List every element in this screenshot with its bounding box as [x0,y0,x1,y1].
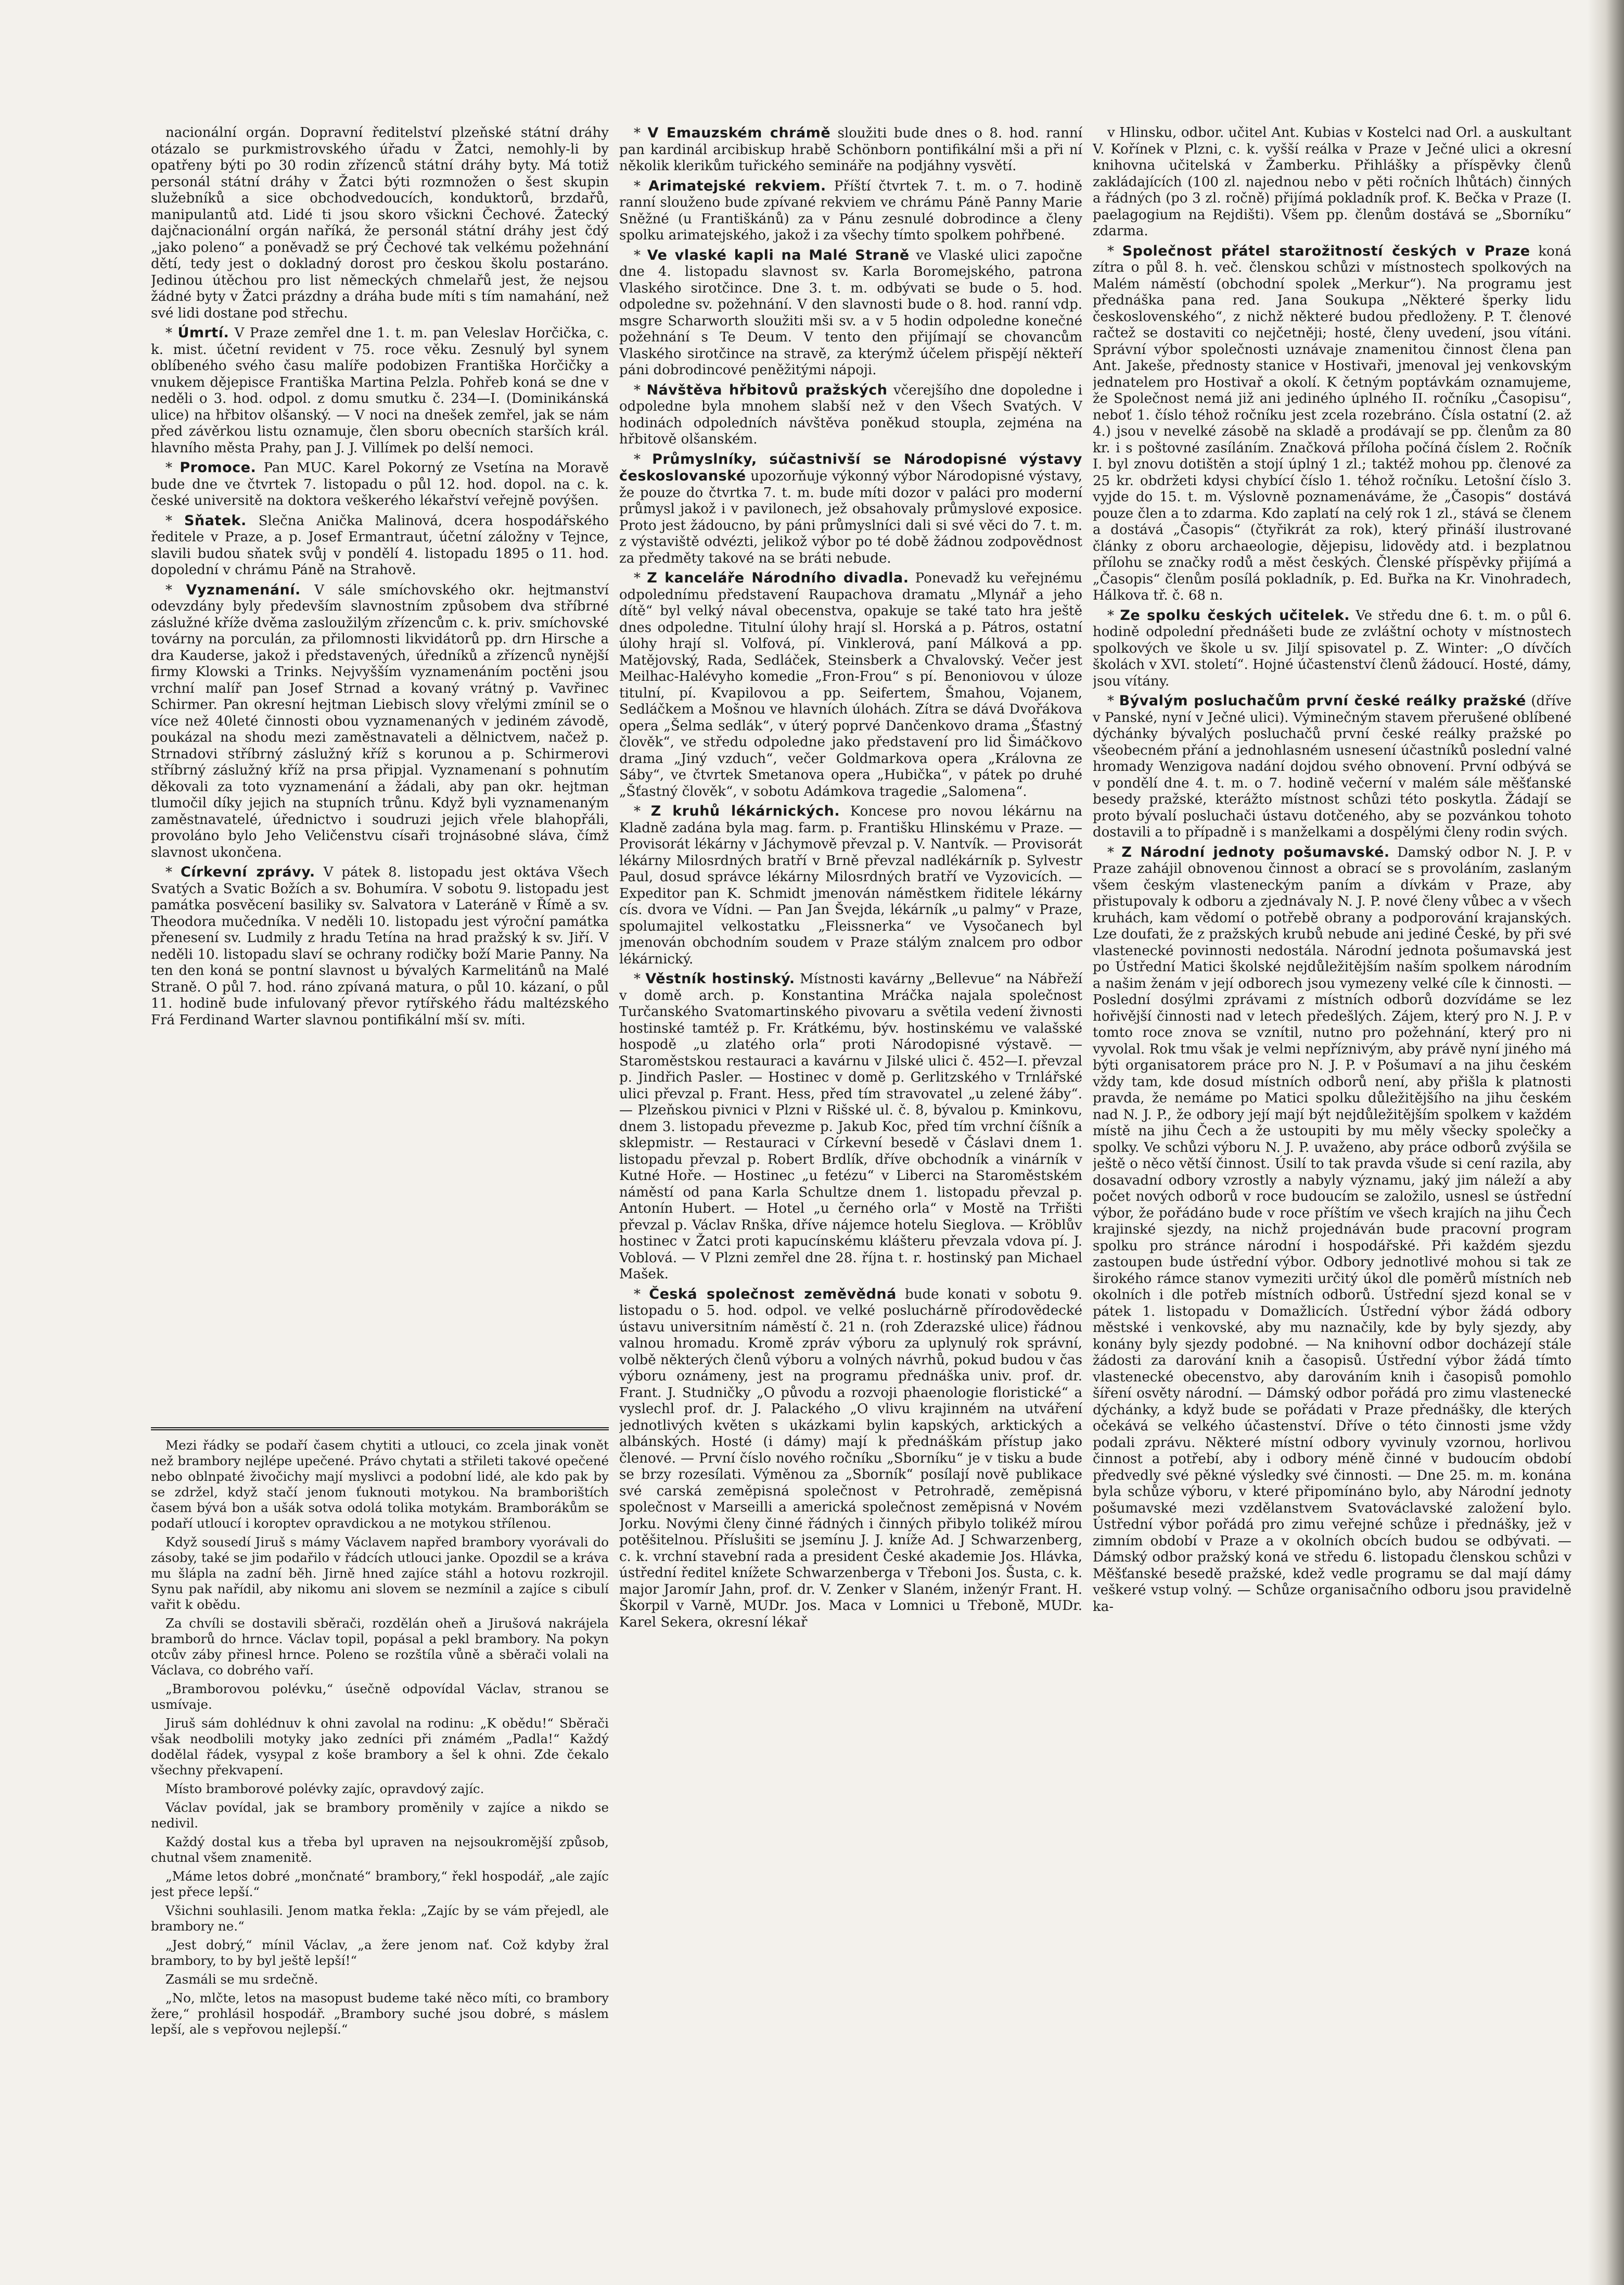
news-item: * Z Národní jednoty pošumavské. Damský odbor N. J. P. v Praze zahájil obnovenou činnost a obrací se s provoláním, zaslaným všem českým vlasteneckým paním a dívkám v Praze, aby přistupovaly k odboru a zjednávaly N. J. P. nové členy vůbec a v všech kruhách, kam vědomí o potřebě obrany a podporování krajanských. Lze doufati, že z pražských krubů nebude ani jediné České, by při své vlastenecké povinnosti nedostála. Národní jednota pošumavská jest po Ústřední Matici školské nejdůležitějším naším spolkem národním a našim ženám v její odborech jsou vymezeny velké cíle k činnosti. — Poslední dosýlmi zprávami z místních odborů dozvídáme se lez hořivější činnosti nad v letech předešlých. Zájem, který pro N. J. P. v tomto roce znova se vznítil, nutno pro požehnání, který pro ni vyvolal. Rok tmu však je velmi nepříznivým, aby právě nyní jiného má býti organisatorem práce pro N. J. P. v Pošumaví a na jihu českém vždy tam, kde dosud místních odborů není, aby přišla k platnosti pravda, že nemáme po Matici spolku důležitějšího na jihu českém nad N. J. P., že odbory její mají být nejdůležitějším spolkem v každém místě na jihu Čech a že ustoupiti by mu měly všecky společky a spolky. Ve schůzi výboru N. J. P. uvaženo, aby práce odborů zvýšila se ještě o něco větší činnost. Úsilí to tak pravda všude si cení razila, aby dosavadní odbory vzrostly a nabyly významu, jaký jim náleží a aby počet nových odborů v roce budoucím se založilo, usnesl se ústřední výbor, že pořádáno bude v roce příštím ve všech krajích na jihu Čech krajinské sjezdy, na nichž projednáván bude pracovní program spolku pro stránce národní i hospodářské. Při každém sjezdu zastoupen bude ústřední výbor. Odbory jednotlivé mohou si tak ze širokého rámce stanov vymeziti určitý úkol dle poměrů místních neb okolních i dle potřeb místních odborů. Ústřední sjezd konal se v pátek 1. listopadu v Domažlicích. Ústřední výbor žádá odbory městské i venkovské, aby mu naznačily, kde by byly sjezdy, aby konány byly sjezdy podobné. — Na knihovní odbor docházejí stále žádosti za darování knih a časopisů. Ústřední výbor žádá tímto vlastenecké obecenstvo, aby darováním knih i časopisů pomohlo šíření osvěty národní. — Dámský odbor pořádá pro zimu vlastenecké dýchánky, a když bude se pořádati v Praze přednášky, dle kterých očekává se velkého účastenství. Dříve o této činnosti jsme vždy podali zprávu. Některé místní odbory vyvinuly vzornou, horlivou činnost a potřebí, aby i odbory méně činné v budoucím období předvedly své pěkné výsledky své činnosti. — Dne 25. m. m. konána byla schůze výboru, v které připomínáno bylo, aby Národní jednoty pošumavské mezi vzdělanstvem Svatováclavské založení bylo. Ústřední výbor pořádá pro zimu veřejné schůze i přednášky, jež v zimním období v Praze a v okolních obcích budou se odbývati. — Dámský odbor pražský koná ve středu 6. listopadu členskou schůzi v Měšťanské besedě pražské, kdež vedle programu se dal mají dámy veškeré vstup volný. — Schůze organisačního odboru jsou pravidelně ka- [1093,844,1571,1615]
news-text: Pan MUC. Karel Pokorný ze Vsetína na Moravě bude dne ve čtvrtek 7. listopadu o půl 12. hod. dopol. na c. k. české universitě na doktora veškerého lékařství veřejně povýšen. [151,460,609,509]
page-edge-shadow [1588,0,1624,2285]
news-item [1093,125,1571,240]
news-item: * Církevní zprávy. V pátek 8. listopadu jest oktáva Všech Svatých a Svatic Božích a sv. Bohumíra. V sobotu 9. listopadu jest památka posvěcení basiliky sv. Salvatora v Lateráně v Římě a sv. Theodora mučedníka. V neděli 10. listopadu jest výroční památka přenesení sv. Ludmily z hradu Tetína na hrad pražský k sv. Jiří. V neděli 10. listopadu slaví se ochrany rodičky boží Marie Panny. Na ten den koná se pontní slavnost u bývalých Karmelitánů na Malé Straně. O půl 7. hod. ráno zpívaná matura, o půl 10. kázaní, o půl 11. hodině bude infulovaný převor rytířského řádu maltézského Frá Ferdinand Warter slavnou pontifikální mší sv. míti. [151,864,609,1028]
news-text: Damský odbor N. J. P. v Praze zahájil obnovenou činnost a obrací se s provoláním, zaslaným všem českým vlasteneckým paním a dívkám v Praze, aby přistupovaly k odboru a zjednávaly N. J. P. nové členy vůbec a v všech kruhách, kam vědomí o potřebě obrany a podporování krajanských. Lze doufati, že z pražských krubů nebude ani jediné České, by při své vlastenecké povinnosti nedostála. Národní jednota pošumavská jest po Ústřední Matici školské nejdůležitějším naším spolkem národním a našim ženám v její odborech jsou vymezeny velké cíle k činnosti. — Poslední dosýlmi zprávami z místních odborů dozvídáme se lez hořivější činnosti nad v letech předešlých. Zájem, který pro N. J. P. v tomto roce znova se vznítil, nutno pro požehnání, který pro ni vyvolal. Rok tmu však je velmi nepříznivým, aby právě nyní jiného má býti organisatorem práce pro N. J. P. v Pošumaví a na jihu českém vždy tam, kde dosud místních odborů není, aby přišla k platnosti pravda, že nemáme po Matici spolku důležitějšího na jihu českém nad N. J. P., že odbory její mají být nejdůležitějším spolkem v každém místě na jihu Čech a že ustoupiti by mu měly všecky společky a spolky. Ve schůzi výboru N. J. P. uvaženo, aby práce odborů zvýšila se ještě o něco větší činnost. Úsilí to tak pravda všude si cení razila, aby dosavadní odbory vzrostly a nabyly významu, jaký jim náleží a aby počet nových odborů v roce budoucím se založilo, usnesl se ústřední výbor, že pořádáno bude v roce příštím ve všech krajích na jihu Čech krajinské sjezdy, na nichž projednáván bude pracovní program spolku pro stránce národní i hospodářské. Při každém sjezdu zastoupen bude ústřední výbor. Odbory jednotlivé mohou si tak ze širokého rámce stanov vymeziti určitý úkol dle poměrů místních neb okolních i dle potřeb místních odborů. Ústřední sjezd konal se v pátek 1. listopadu v Domažlicích. Ústřední výbor žádá odbory městské i venkovské, aby mu naznačily, kde by byly sjezdy, aby konány byly sjezdy podobné. — Na knihovní odbor docházejí stále žádosti za darování knih a časopisů. Ústřední výbor žádá tímto vlastenecké obecenstvo, aby darováním knih i časopisů pomohlo šíření osvěty národní. — Dámský odbor pořádá pro zimu vlastenecké dýchánky, a když bude se pořádati v Praze přednášky, dle kterých očekává se velkého účastenství. Dříve o této činnosti jsme vždy podali zprávu. Některé místní odbory vyvinuly vzornou, horlivou činnost a potřebí, aby i odbory méně činné v budoucím období předvedly své pěkné výsledky své činnosti. — Dne 25. m. m. konána byla schůze výboru, v které připomínáno bylo, aby Národní jednoty pošumavské mezi vzdělanstvem Svatováclavské založení bylo. Ústřední výbor pořádá pro zimu veřejné schůze i přednášky, jež v zimním období v Praze a v okolních obcích budou se odbývati. — Dámský odbor pražský koná ve středu 6. listopadu členskou schůzi v Měšťanské besedě pražské, kdež vedle programu se dal mají dámy veškeré vstup volný. — Schůze organisačního odboru jsou pravidelně ka- [1093,844,1571,1615]
news-item: * Úmrtí. V Praze zemřel dne 1. t. m. pan Veleslav Horčička, c. k. mist. účetní revident v 75. roce věku. Zesnulý byl synem oblíbeného svého času malíře podobizen Františka Horčičky a vnukem dějepisce Františka Martina Pelzla. Pohřeb koná se dne v neděli o 3. hod. odpol. z domu smutku č. 234—I. (Dominikánská ulice) na hřbitov olšanský. — V noci na dnešek zemřel, jak se nám před závěrkou listu oznamuje, člen sboru obecních starších král. hlavního města Prahy, pan J. J. Villímek po delší nemoci. [151,325,609,456]
feuilleton-paragraph: Za chvíli se dostavili sběrači, rozdělán oheň a Jirušová nakrájela bramborů do hrnce. Václav topil, popásal a pekl brambory. Na pokyn otcův záby přinesl hrnce. Poleno se rozštíla vůně a sběrači volali na Václava, co dobrého vaří. [151,1616,609,1678]
news-item: * Ve vlaské kapli na Malé Straně ve Vlaské ulici započne dne 4. listopadu slavnost sv. Karla Boromejského, patrona Vlaského sirotčince. Dne 3. t. m. odbývati se bude o 5. hod. odpoledne sv. požehnání. V den slavnosti bude o 8. hod. ranní vdp. msgre Scharworth sloužiti mši sv. a v 5 hodin odpoledne konečné požehnání s Te Deum. V tento den přijímají se chovancům Vlaského sirotčince na stravě, za kterýmž účelem přispějí někteří páni dobrodincové peněžitými nápoji. [619,247,1082,378]
column-right [1093,125,1571,2254]
news-text: Místnosti kavárny „Bellevue“ na Nábřeží v domě arch. p. Konstantina Mráčka najala společnost Turčanského Svatomartinského pivovaru a světila vedení živnosti hostinské tamtéž p. Fr. Krátkému, býv. hostinskému ve valašské hospodě „u zlatého orla“ proti Národopisné výstavě. — Staroměstskou restauraci a kavárnu v Jilské ulici č. 452—I. převzal p. Jindřich Pasler. — Hostinec v domě p. Gerlitzského v Trnlářské ulici převzal p. Frant. Hess, před tím stravovatel „u zelené žáby“. — Plzeňskou pivnici v Plzni v Rišské ul. č. 8, bývalou p. Kminkovu, dnem 3. listopadu převezme p. Jakub Koc, před tím vrchní číšník a sklepmistr. — Restauraci v Církevní besedě v Čáslavi dnem 1. listopadu převzal p. Robert Brdlík, dříve obchodník a vinárník v Kutné Hoře. — Hostinec „u fetézu“ v Liberci na Staroměstském náměstí od pana Karla Schultze dnem 1. listopadu převzal p. Antonín Hubert. — Hotel „u černého orla“ v Mostě na Trřišti převzal p. Václav Rnška, dříve nájemce hotelu Sieglova. — Kröblův hostinec v Žatci proti kapucínskému klášteru převzala vdova pí. J. Voblová. — V Plzni zemřel dne 28. října t. r. hostinský pan Michael Mašek. [619,971,1082,1282]
feuilleton-paragraph: Mezi řádky se podaří časem chytiti a utlouci, co zcela jinak vonět než brambory nejlépe upečené. Právo chytati a střileti takové opečené nebo oblnpaté živočichy mají myslivci a podobní lidé, ale kdo pak by se zdržel, když stačí jenom ťuknouti motykou. Na bramborištích časem bývá bon a ušák sotva odolá tolika motykám. Bramborákům se podaří utloucí i koroptev opravdickou a ne motykou střílenou. [151,1438,609,1531]
news-headline: Vyznamenání. [186,581,301,598]
news-headline: Společnost přátel starožitností českých v Praze [1122,243,1530,259]
news-item [151,125,609,322]
feuilleton-paragraph: Každý dostal kus a třeba byl upraven na nejsoukromější způsob, chutnal všem znamenitě. [151,1834,609,1865]
news-headline: Sňatek. [184,512,247,529]
news-item: * Průmyslníky, súčastnivší se Národopisné výstavy českoslovanské upozorňuje výkonný výbor Národopisné výstavy, že pouze do čtvrtka 7. t. m. bude míti dozor v paláci pro moderní průmysl jakož i v pavilonech, jež obsahovaly průmyslové exposice. Proto jest žádoucno, by páni průmyslníci dali si své věci do 7. t. m. z výstaviště odvézti, jelikož výbor po té době žádnou zodpovědnost za předměty takové na se bráti nebude. [619,451,1082,566]
news-headline: Ve vlaské kapli na Malé Straně [647,247,910,263]
feuilleton-paragraph: Jiruš sám dohlédnuv k ohni zavolal na rodinu: „K obědu!“ Sběrači však neodbolili motyky jako zedníci při známém „Padla!“ Každý dodělal řádek, vysypal z koše brambory a šel k ohni. Zde čekalo všechny překvapení. [151,1716,609,1778]
news-item: * Vyznamenání. V sále smíchovského okr. hejtmanství odevzdány byly především slavnostním způsobem dva stříbrné záslužné kříže dvěma zasloužilým zřízencům c. k. priv. smíchovské továrny na porculán, za přilomnosti likvidátorů pp. drn Hirsche a dra Kauderse, jakož i představených, úředníků a zřízenců nynější firmy Klowski a Trinks. Nejvyšším vyznamenáním poctěni jsou vrchní malíř pan Josef Strnad a kovaný vrátný p. Vavřinec Schirmer. Pan okresní hejtman Liebisch slovy vřelými zmínil se o více než 40leté činnosti obou vyznamenaných v jediném závodě, poukázal na shodu mezi zaměstnavateli a dělnictvem, načež p. Strnadovi stříbrný záslužný kříž s korunou a p. Schirmerovi stříbrný záslužný kříž na prsa připjal. Vyznamenaní s pohnutím děkovali za toto vyznamenání a žádali, aby pan okr. hejtman tlumočil díky jejich na stupních trůnu. Když byli vyznamenaným zaměstnavatelé, úřednictvo i soudruzi jejich vřele blahopřáli, provoláno bylo Jeho Veličenstvu císaři trojnásobné sláva, čímž slavnost ukončena. [151,581,609,860]
news-headline: Z kruhů lékárnických. [650,803,840,819]
news-headline: V Emauzském chrámě [647,125,831,141]
column-left-feuilleton [151,1438,609,2040]
news-headline: Česká společnost zeměvědná [649,1286,897,1302]
news-item: * Ze spolku českých učitelek. Ve středu dne 6. t. m. o půl 6. hodině odpolední přednášeti bude ze zvláštní ochoty v místnostech spolkových ve škole u sv. Jiljí spisovatel p. Z. Winter: „O dívčích školách v XVI. století“. Hojné účastenství členů žádoucí. Hosté, dámy, jsou vítány. [1093,607,1571,689]
feuilleton-paragraph: Všichni souhlasili. Jenom matka řekla: „Zajíc by se vám přejedl, ale brambory ne.“ [151,1903,609,1934]
news-item: * Společnost přátel starožitností českých v Praze koná zítra o půl 8. h. več. členskou schůzi v místnostech spolkových na Malém náměstí (obchodní spolek „Merkur“). Na programu jest přednáška pana red. Jana Soukupa „Některé šperky lidu československého“, z nichž některé budou předloženy. P. T. členové račtež se dostaviti co nejčetněji; hosté, členy uvedení, jsou vítáni. Správní výbor společnosti uznávaje znamenitou činnost člena pan Ant. Jakeše, přednosty stanice v Hostivaři, jmenoval jej venkovským jednatelem pro Hostivař a okolí. K četným poptávkám oznamujeme, že Společnost nemá již ani jediného úplného II. ročníku „Časopisu“, neboť 1. číslo téhož ročníku jest zcela rozebráno. Čísla ostatní (2. až 4.) jsou v nevelké zásobě na skladě a prodávají se pp. členům za 80 kr. i s poštovné zasíláním. Značková příloha počíná číslem 2. Ročník I. byl znovu dotištěn a stojí úplný 1 zl.; taktéž mohou pp. členové za 25 kr. obdržeti kdysi chybící číslo 1. téhož ročníku. Letošní číslo 3. vyjde do 15. t. m. Výslovně poznamenáváme, že „Časopis“ dostává pouze člen a to zdarma. Kdo zaplatí na celý rok 1 zl., stává se členem a dostává „Časopis“ (čtyřikrát za rok), který přináší ilustrované články z oboru archaeologie, dějepisu, lidovědy atd. i bezplatnou přílohu se značky rodů a měst českých. Členské příspěvky přijímá a „Časopis“ členům posílá pokladník, p. Ed. Buřka na Kr. Vinohradech, Hálkova tř. č. 68 n. [1093,243,1571,603]
column-left [151,125,609,2186]
news-text: nacionální orgán. Dopravní ředitelství plzeňské státní dráhy otázalo se purkmistrovského úřadu v Žatci, nemohly-li by opatřeny býti po 30 rodin zřízenců státní dráhy byty. Má totiž personál státní dráhy v Žatci býti rozmnožen o šest skupin služebníků a sice obchodvedoucích, konduktorů, brzdařů, manipulantů atd. Lidé ti jsou skoro všickni Čechové. Žatecký dajčnacionální orgán naříká, že personál státní dráhy jest čdý „jako poleno“ a poněvadž se prý Čechové tak velkému požehnání dětí, tedy jest o dokladný dorost pro českou školu postaráno. Jedinou útěchou pro list německých chmelařů jest, že nejsou žádné byty v Žatci prázdny a dráha bude míti s tím namahání, než své lidi dostane pod střechu. [151,125,609,321]
news-text: koná zítra o půl 8. h. več. členskou schůzi v místnostech spolkových na Malém náměstí (obchodní spolek „Merkur“). Na programu jest přednáška pana red. Jana Soukupa „Některé šperky lidu československého“, z nichž některé budou předloženy. P. T. členové račtež se dostaviti co nejčetněji; hosté, členy uvedení, jsou vítáni. Správní výbor společnosti uznávaje znamenitou činnost člena pan Ant. Jakeše, přednosty stanice v Hostivaři, jmenoval jej venkovským jednatelem pro Hostivař a okolí. K četným poptávkám oznamujeme, že Společnost nemá již ani jediného úplného II. ročníku „Časopisu“, neboť 1. číslo téhož ročníku jest zcela rozebráno. Čísla ostatní (2. až 4.) jsou v nevelké zásobě na skladě a prodávají se pp. členům za 80 kr. i s poštovné zasíláním. Značková příloha počíná číslem 2. Ročník I. byl znovu dotištěn a stojí úplný 1 zl.; taktéž mohou pp. členové za 25 kr. obdržeti kdysi chybící číslo 1. téhož ročníku. Letošní číslo 3. vyjde do 15. t. m. Výslovně poznamenáváme, že „Časopis“ dostává pouze člen a to zdarma. Kdo zaplatí na celý rok 1 zl., stává se členem a dostává „Časopis“ (čtyřikrát za rok), který přináší ilustrované články z oboru archaeologie, dějepisu, lidovědy atd. i bezplatnou přílohu se značky rodů a měst českých. Členské příspěvky přijímá a „Časopis“ členům posílá pokladník, p. Ed. Buřka na Kr. Vinohradech, Hálkova tř. č. 68 n. [1093,243,1571,603]
news-item: * Arimatejské rekviem. Příští čtvrtek 7. t. m. o 7. hodině ranní slouženo bude zpívané rekviem ve chrámu Páně Panny Marie Sněžné (u Františkánů) za v Pánu zesnulé dobrodince a členy spolku arimatejského, jakož i za všechy tímto spolkem pohřbené. [619,177,1082,243]
news-headline: Z kanceláře Národního divadla. [647,570,909,586]
news-item: * Promoce. Pan MUC. Karel Pokorný ze Vsetína na Moravě bude dne ve čtvrtek 7. listopadu o půl 12. hod. dopol. na c. k. české universitě na doktora veškerého lékařství veřejně povýšen. [151,460,609,509]
feuilleton-paragraph: Když sousedí Jiruš s mámy Václavem napřed brambory vyorávali do zásoby, také se jim podařilo v řádcích utlouci janke. Opozdil se a kráva mu šlápla na zadní běh. Jirně hned zajíce stáhl a hotovu rozkrojil. Synu pak nařídil, aby nikomu ani slovem se nezmínil a zajíce s cibulí vařit k obědu. [151,1534,609,1612]
news-headline: Úmrtí. [177,325,229,341]
news-item: * Z kruhů lékárnických. Koncese pro novou lékárnu na Kladně zadána byla mag. farm. p. Františku Hlinskému v Praze. — Provisorát lékárny v Jáchymově převzal p. V. Nantvík. — Provisorát lékárny Milosrdných bratří v Brně převzal nadlékárník p. Sylvestr Paul, dosud správce lékárny Milosrdných bratří ve Vyzovicích. — Expeditor pan K. Schmidt jmenován náměstkem řiditele lékárny cís. dvora ve Vídni. — Pan Jan Švejda, lékárník „u palmy“ v Praze, spolumajitel velkostatku „Fleissnerka“ ve Vysočanech byl jmenován obchodním soudem v Praze stálým znalcem pro odbor lékárnický. [619,803,1082,967]
feuilleton-divider [151,1427,609,1430]
news-text: Ponevadž ku veřejnému odpolednímu představení Raupachova dramatu „Mlynář a jeho dítě“ byl velký nával obecenstva, opakuje se také tato hra ještě dnes odpoledne. Titulní úlohy hrají sl. Horská a p. Pátros, ostatní úlohy hrají sl. Volfová, pí. Vinklerová, paní Málková a pp. Matějovský, Rada, Sedláček, Steinsberk a Chvalovský. Večer jest Meilhac-Halévyho komedie „Fron-Frou“ s pí. Benoniovou v úloze titulní, pí. Kvapilovou a pp. Seifertem, Šmahou, Vojanem, Sedláčkem a Mošnou ve hlavních úlohách. Zítra se dává Dvořákova opera „Šelma sedlák“, v úterý poprvé Dančenkovo drama „Šťastný člověk“, ve středu odpoledne jako představení pro lid Šimáčkovo drama „Jiný vzduch“, večer Goldmarkova opera „Královna ze Sáby“, ve čtvrtek Smetanova opera „Hubička“, v pátek po druhé „Šťastný člověk“, v sobotu Adámkova tragedie „Salomena“. [619,570,1082,799]
news-text: Ve středu dne 6. t. m. o půl 6. hodině odpolední přednášeti bude ze zvláštní ochoty v místnostech spolkových ve škole u sv. Jiljí spisovatel p. Z. Winter: „O dívčích školách v XVI. století“. Hojné účastenství členů žádoucí. Hosté, dámy, jsou vítány. [1093,607,1571,689]
news-headline: Průmyslníky, súčastnivší se Národopisné výstavy českoslovanské [619,451,1082,484]
news-item: * Česká společnost zeměvědná bude konati v sobotu 9. listopadu o 5. hod. odpol. ve velké posluchárně přírodovědecké ústavu universitním náměstí č. 21 n. (roh Zderazské ulice) řádnou valnou hromadu. Kromě zpráv výboru za uplynulý rok správní, volbě některých členů výboru a volných návrhů, pokud budou v čas výboru oznámeny, jest na programu přednáška univ. prof. dr. Frant. J. Studničky „O původu a rozvoji phaenologie floristické“ a vyslechl prof. dr. J. Palackého „O vlivu krajinném na utváření jednotlivých květen s ukázkami bylin kapských, arktických a albánských. Hosté (i dámy) mají k přednáškám přístup jako členové. — První číslo nového ročníku „Sborníku“ je v tisku a bude se brzy rozesílati. Výměnou za „Sborník“ posílají nově publikace své carská zeměpisná společnost v Petrohradě, zeměpisná společnost v Marseilli a americká společnost zeměpisná v Novém Jorku. Novými členy činné řádných i činných přibylo tolikéž mírou potěšitelnou. Příslušiti se jsemínu J. J. kníže Ad. J Schwarzenberg, c. k. vrchní stavební rada a president České akademie Jos. Hlávka, ústřední ředitel knížete Schwarzenberga v Třeboni Jos. Šusta, c. k. major Jaromír Jahn, prof. dr. V. Zenker v Slaném, inženýr Frant. H. Škorpil v Varně, MUDr. Jos. Maca v Lomnici u Třeboně, MUDr. Karel Sekera, okresní lékař [619,1286,1082,1630]
news-item: * Návštěva hřbitovů pražských včerejšího dne dopoledne i odpoledne byla mnohem slabší než v den Všech Svatých. V hodinách odpoledních návštěva poněkud stoupla, zejména na hřbitově olšanském. [619,382,1082,447]
news-text: ve Vlaské ulici započne dne 4. listopadu slavnost sv. Karla Boromejského, patrona Vlaského sirotčince. Dne 3. t. m. odbývati se bude o 5. hod. odpoledne sv. požehnání. V den slavnosti bude o 8. hod. ranní vdp. msgre Scharworth sloužiti mši sv. a v 5 hodin odpoledne konečné požehnání s Te Deum. V tento den přijímají se chovancům Vlaského sirotčince na stravě, za kterýmž účelem přispějí někteří páni dobrodincové peněžitými nápoji. [619,247,1082,378]
news-text: včerejšího dne dopoledne i odpoledne byla mnohem slabší než v den Všech Svatých. V hodinách odpoledních návštěva poněkud stoupla, zejména na hřbitově olšanském. [619,382,1082,447]
news-item: * Bývalým posluchačům první české reálky pražské (dříve v Panské, nyní v Ječné ulici). Výminečným stavem přerušené oblíbené dýchánky bývalých posluchačů první české reálky pražské po všeobecném přání a jednohlasném usnesení účastníků poslední valné hromady Wenzigova nadání dojdou svého obnovení. První odbývá se v pondělí dne 4. t. m. o 7. hodině večerní v malém sále měšťanské besedy pražské, kterážto místnost schůzi této poskytla. Žádají se proto bývalí posluchači ústavu dotčeného, aby se pozvánkou tohoto dostavili a to případně i s manželkami a dospělými členy rodin svých. [1093,693,1571,840]
news-text: Koncese pro novou lékárnu na Kladně zadána byla mag. farm. p. Františku Hlinskému v Praze. — Provisorát lékárny v Jáchymově převzal p. V. Nantvík. — Provisorát lékárny Milosrdných bratří v Brně převzal nadlékárník p. Sylvestr Paul, dosud správce lékárny Milosrdných bratří ve Vyzovicích. — Expeditor pan K. Schmidt jmenován náměstkem řiditele lékárny cís. dvora ve Vídni. — Pan Jan Švejda, lékárník „u palmy“ v Praze, spolumajitel velkostatku „Fleissnerka“ ve Vysočanech byl jmenován obchodním soudem v Praze stálým znalcem pro odbor lékárnický. [619,804,1082,967]
news-headline: Ze spolku českých učitelek. [1120,607,1350,624]
news-headline: Návštěva hřbitovů pražských [646,382,888,398]
news-headline: Věstník hostinský. [645,971,795,987]
news-item: * V Emauzském chrámě sloužiti bude dnes o 8. hod. ranní pan kardinál arcibiskup hrabě Schönborn pontifikální mši a při ní několik klerikům tuřického semináře na podjáhny vysvětí. [619,125,1082,174]
news-headline: Arimatejské rekviem. [648,177,826,194]
news-text: (dříve v Panské, nyní v Ječné ulici). Výminečným stavem přerušené oblíbené dýchánky bývalých posluchačů první české reálky pražské po všeobecném přání a jednohlasném usnesení účastníků poslední valné hromady Wenzigova nadání dojdou svého obnovení. První odbývá se v pondělí dne 4. t. m. o 7. hodině večerní v malém sále měšťanské besedy pražské, kterážto místnost schůzi této poskytla. Žádají se proto bývalí posluchači ústavu dotčeného, aby se pozvánkou tohoto dostavili a to případně i s manželkami a dospělými členy rodin svých. [1093,693,1571,840]
news-text: Slečna Anička Malinová, dcera hospodářského ředitele v Praze, a p. Josef Ermantraut, účetní záložny v Tejnce, slavili budou sňatek svůj v pondělí 4. listopadu 1895 o 11. hod. dopolední v chrámu Páně na Strahově. [151,513,609,578]
news-text: v Hlinsku, odbor. učitel Ant. Kubias v Kostelci nad Orl. a auskultant V. Kořínek v Plzni, c. k. vyšší reálka v Praze v Ječné ulici a okresní knihovna učitelská v Žamberku. Přihlášky a příspěvky členů zakládajících (100 zl. najednou nebo v pěti ročních lhůtách) činných a řádných (po 3 zl. ročně) přijímá pokladník prof. K. Bečka v Praze (I. paelagogium na Rejdišti). Všem pp. členům dostává se „Sborníku“ zdarma. [1093,125,1571,239]
feuilleton-paragraph: „Jest dobrý,“ mínil Václav, „a žere jenom nať. Což kdyby žral brambory, to by byl ještě lepší!“ [151,1937,609,1968]
news-text: V pátek 8. listopadu jest oktáva Všech Svatých a Svatic Božích a sv. Bohumíra. V sobotu 9. listopadu jest památka posvěcení basiliky sv. Salvatora v Lateráně v Římě a sv. Theodora mučedníka. V neděli 10. listopadu jest výroční památka přenesení sv. Ludmily z hradu Tetína na hrad pražský k sv. Jiří. V neděli 10. listopadu slaví se ochrany rodičky boží Marie Panny. Na ten den koná se pontní slavnost u bývalých Karmelitánů na Malé Straně. O půl 7. hod. ráno zpívaná matura, o půl 10. kázaní, o půl 11. hodině bude infulovaný převor rytířského řádu maltézského Frá Ferdinand Warter slavnou pontifikální mší sv. míti. [151,865,609,1028]
news-item: * Věstník hostinský. Místnosti kavárny „Bellevue“ na Nábřeží v domě arch. p. Konstantina Mráčka najala společnost Turčanského Svatomartinského pivovaru a světila vedení živnosti hostinské tamtéž p. Fr. Krátkému, býv. hostinskému ve valašské hospodě „u zlatého orla“ proti Národopisné výstavě. — Staroměstskou restauraci a kavárnu v Jilské ulici č. 452—I. převzal p. Jindřich Pasler. — Hostinec v domě p. Gerlitzského v Trnlářské ulici převzal p. Frant. Hess, před tím stravovatel „u zelené žáby“. — Plzeňskou pivnici v Plzni v Rišské ul. č. 8, bývalou p. Kminkovu, dnem 3. listopadu převezme p. Jakub Koc, před tím vrchní číšník a sklepmistr. — Restauraci v Církevní besedě v Čáslavi dnem 1. listopadu převzal p. Robert Brdlík, dříve obchodník a vinárník v Kutné Hoře. — Hostinec „u fetézu“ v Liberci na Staroměstském náměstí od pana Karla Schultze dnem 1. listopadu převzal p. Antonín Hubert. — Hotel „u černého orla“ v Mostě na Trřišti převzal p. Václav Rnška, dříve nájemce hotelu Sieglova. — Kröblův hostinec v Žatci proti kapucínskému klášteru převzala vdova pí. J. Voblová. — V Plzni zemřel dne 28. října t. r. hostinský pan Michael Mašek. [619,971,1082,1282]
feuilleton-paragraph: Zasmáli se mu srdečně. [165,1972,318,1987]
feuilleton-paragraph: „Bramborovou polévku,“ úsečně odpovídal Václav, stranou se usmívaje. [151,1681,609,1712]
news-text: sloužiti bude dnes o 8. hod. ranní pan kardinál arcibiskup hrabě Schönborn pontifikální mši a při ní několik klerikům tuřického semináře na podjáhny vysvětí. [619,125,1082,174]
feuilleton-paragraph: Václav povídal, jak se brambory proměnily v zajíce a nikdo se nedivil. [151,1800,609,1831]
news-text: V Praze zemřel dne 1. t. m. pan Veleslav Horčička, c. k. mist. účetní revident v 75. roce věku. Zesnulý byl synem oblíbeného svého času malíře podobizen Františka Horčičky a vnukem dějepisce Františka Martina Pelzla. Pohřeb koná se dne v neděli o 3. hod. odpol. z domu smutku č. 234—I. (Dominikánská ulice) na hřbitov olšanský. — V noci na dnešek zemřel, jak se nám před závěrkou listu oznamuje, člen sboru obecních starších král. hlavního města Prahy, pan J. J. Villímek po delší nemoci. [151,325,609,456]
news-text: V sále smíchovského okr. hejtmanství odevzdány byly především slavnostním způsobem dva stříbrné záslužné kříže dvěma zasloužilým zřízencům c. k. priv. smíchovské továrny na porculán, za přilomnosti likvidátorů pp. drn Hirsche a dra Kauderse, jakož i představených, úředníků a zřízenců nynější firmy Klowski a Trinks. Nejvyšším vyznamenáním poctěni jsou vrchní malíř pan Josef Strnad a kovaný vrátný p. Vavřinec Schirmer. Pan okresní hejtman Liebisch slovy vřelými zmínil se o více než 40leté činnosti obou vyznamenaných v jediném závodě, poukázal na shodu mezi zaměstnavateli a dělnictvem, načež p. Strnadovi stříbrný záslužný kříž s korunou a p. Schirmerovi stříbrný záslužný kříž na prsa připjal. Vyznamenaní s pohnutím děkovali za toto vyznamenání a žádali, aby pan okr. hejtman tlumočil díky jejich na stupních trůnu. Když byli vyznamenaným zaměstnavatelé, úřednictvo i soudruzi jejich vřele blahopřáli, provoláno bylo Jeho Veličenstvu císaři trojnásobné sláva, čímž slavnost ukončena. [151,582,609,860]
column-middle [619,125,1082,2254]
news-text: bude konati v sobotu 9. listopadu o 5. hod. odpol. ve velké posluchárně přírodovědecké ústavu universitním náměstí č. 21 n. (roh Zderazské ulice) řádnou valnou hromadu. Kromě zpráv výboru za uplynulý rok správní, volbě některých členů výboru a volných návrhů, pokud budou v čas výboru oznámeny, jest na programu přednáška univ. prof. dr. Frant. J. Studničky „O původu a rozvoji phaenologie floristické“ a vyslechl prof. dr. J. Palackého „O vlivu krajinném na utváření jednotlivých květen s ukázkami bylin kapských, arktických a albánských. Hosté (i dámy) mají k přednáškám přístup jako členové. — První číslo nového ročníku „Sborníku“ je v tisku a bude se brzy rozesílati. Výměnou za „Sborník“ posílají nově publikace své carská zeměpisná společnost v Petrohradě, zeměpisná společnost v Marseilli a americká společnost zeměpisná v Novém Jorku. Novými členy činné řádných i činných přibylo tolikéž mírou potěšitelnou. Příslušiti se jsemínu J. J. kníže Ad. J Schwarzenberg, c. k. vrchní stavební rada a president České akademie Jos. Hlávka, ústřední ředitel knížete Schwarzenberga v Třeboni Jos. Šusta, c. k. major Jaromír Jahn, prof. dr. V. Zenker v Slaném, inženýr Frant. H. Škorpil v Varně, MUDr. Jos. Maca v Lomnici u Třeboně, MUDr. Karel Sekera, okresní lékař [619,1286,1082,1630]
news-text: upozorňuje výkonný výbor Národopisné výstavy, že pouze do čtvrtka 7. t. m. bude míti dozor v paláci pro moderní průmysl jakož i v pavilonech, jež obsahovaly průmyslové exposice. Proto jest žádoucno, by páni průmyslníci dali si své věci do 7. t. m. z výstaviště odvézti, jelikož výbor po té době žádnou zodpovědnost za předměty takové na se bráti nebude. [619,468,1082,566]
news-text: Příští čtvrtek 7. t. m. o 7. hodině ranní slouženo bude zpívané rekviem ve chrámu Páně Panny Marie Sněžné (u Františkánů) za v Pánu zesnulé dobrodince a členy spolku arimatejského, jakož i za všechy tímto spolkem pohřbené. [619,178,1082,243]
news-headline: Bývalým posluchačům první české reálky pražské [1119,693,1526,709]
column-left-news [151,125,609,1421]
news-item: * Z kanceláře Národního divadla. Ponevadž ku veřejnému odpolednímu představení Raupachova dramatu „Mlynář a jeho dítě“ byl velký nával obecenstva, opakuje se také tato hra ještě dnes odpoledne. Titulní úlohy hrají sl. Horská a p. Pátros, ostatní úlohy hrají sl. Volfová, pí. Vinklerová, paní Málková a pp. Matějovský, Rada, Sedláček, Steinsberk a Chvalovský. Večer jest Meilhac-Halévyho komedie „Fron-Frou“ s pí. Benoniovou v úloze titulní, pí. Kvapilovou a pp. Seifertem, Šmahou, Vojanem, Sedláčkem a Mošnou ve hlavních úlohách. Zítra se dává Dvořákova opera „Šelma sedlák“, v úterý poprvé Dančenkovo drama „Šťastný člověk“, ve středu odpoledne jako představení pro lid Šimáčkovo drama „Jiný vzduch“, večer Goldmarkova opera „Královna ze Sáby“, ve čtvrtek Smetanova opera „Hubička“, v pátek po druhé „Šťastný člověk“, v sobotu Adámkova tragedie „Salomena“. [619,570,1082,799]
news-headline: Z Národní jednoty pošumavské. [1121,844,1390,860]
news-headline: Církevní zprávy. [180,864,315,880]
feuilleton-paragraph: „No, mlčte, letos na masopust budeme také něco míti, co brambory žere,“ prohlásil hospodář. „Brambory suché jsou dobré, s máslem lepší, ale s vepřovou nejlepší.“ [151,1990,609,2037]
feuilleton-paragraph: „Máme letos dobré „mončnaté“ brambory,“ řekl hospodář, „ale zajíc jest přece lepší.“ [151,1869,609,1899]
news-item: * Sňatek. Slečna Anička Malinová, dcera hospodářského ředitele v Praze, a p. Josef Ermantraut, účetní záložny v Tejnce, slavili budou sňatek svůj v pondělí 4. listopadu 1895 o 11. hod. dopolední v chrámu Páně na Strahově. [151,512,609,578]
feuilleton-paragraph: Místo bramborové polévky zajíc, opravdový zajíc. [165,1781,484,1796]
news-headline: Promoce. [180,460,257,476]
